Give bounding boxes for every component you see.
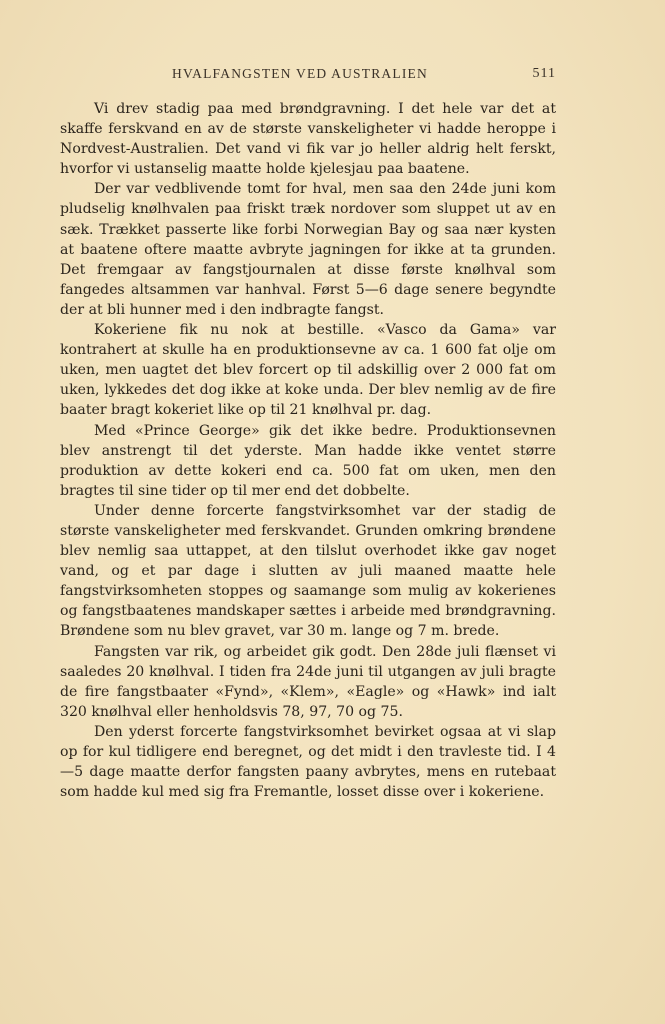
paragraph-5: Under denne forcerte fangstvirksomhet var der stadig de største vanskeligheter med ferskvandet. Grunden omkring brøndene blev nemlig saa uttappet, at den tilslut overhodet ikke gav noget vand, og et par dage i slutten av juli maaned maatte hele fangstvirksomheten stoppes og saamange som mulig av kokerienes og fangstbaatenes mandskaper sættes i arbeide med brøndgravning. Brøndene som nu blev gravet, var 30 m. lange og 7 m. brede.: [60, 502, 556, 640]
paragraph-3: Kokeriene fik nu nok at bestille. «Vasco da Gama» var kontrahert at skulle ha en produktionsevne av ca. 1 600 fat olje om uken, men uagtet det blev forcert op til adskillig over 2 000 fat om uken, lykkedes det dog ikke at koke unda. Der blev nemlig av de fire baater bragt kokeriet like op til 21 knølhval pr. dag.: [60, 322, 556, 419]
paragraph-4: Med «Prince George» gik det ikke bedre. Produktionsevnen blev anstrengt til det yderste. Man hadde ikke ventet større produktion av dette kokeri end ca. 500 fat om uken, men den bragtes til sine tider op til mer end det dobbelte.: [60, 422, 556, 499]
running-head: [60, 66, 556, 86]
paragraph-2: Der var vedblivende tomt for hval, men saa den 24de juni kom pludselig knølhvalen paa friskt træk nordover som sluppet ut av en sæk. Trækket passerte like forbi Norwegian Bay og saa nær kysten at baatene oftere maatte avbryte jagningen for ikke at ta grunden. Det fremgaar av fangstjournalen at disse første knølhval som fangedes altsammen var hanhval. Først 5—6 dage senere begyndte der at bli hunner med i den indbragte fangst.: [60, 181, 556, 318]
body-text: [60, 99, 556, 802]
running-title: HVALFANGSTEN VED AUSTRALIEN: [172, 66, 428, 81]
paragraph-6: Fangsten var rik, og arbeidet gik godt. Den 28de juli flænset vi saaledes 20 knølhval. I tiden fra 24de juni til utgangen av juli bragte de fire fangstbaater «Fynd», «Klem», «Eagle» og «Hawk» ind ialt 320 knølhval eller henholdsvis 78, 97, 70 og 75.: [60, 643, 556, 720]
paragraph-1: Vi drev stadig paa med brøndgravning. I det hele var det at skaffe ferskvand en av de største vanskeligheter vi hadde heroppe i Nordvest-Australien. Det vand vi fik var jo heller aldrig helt ferskt, hvorfor vi ustanselig maatte holde kjelesjau paa baatene.: [60, 101, 556, 178]
paragraph-7: Den yderst forcerte fangstvirksomhet bevirket ogsaa at vi slap op for kul tidligere end beregnet, og det midt i den travleste tid. I 4—5 dage maatte derfor fangsten paany avbrytes, mens en rutebaat som hadde kul med sig fra Fremantle, losset disse over i kokeriene.: [60, 723, 556, 801]
page-number: 511: [532, 66, 556, 81]
